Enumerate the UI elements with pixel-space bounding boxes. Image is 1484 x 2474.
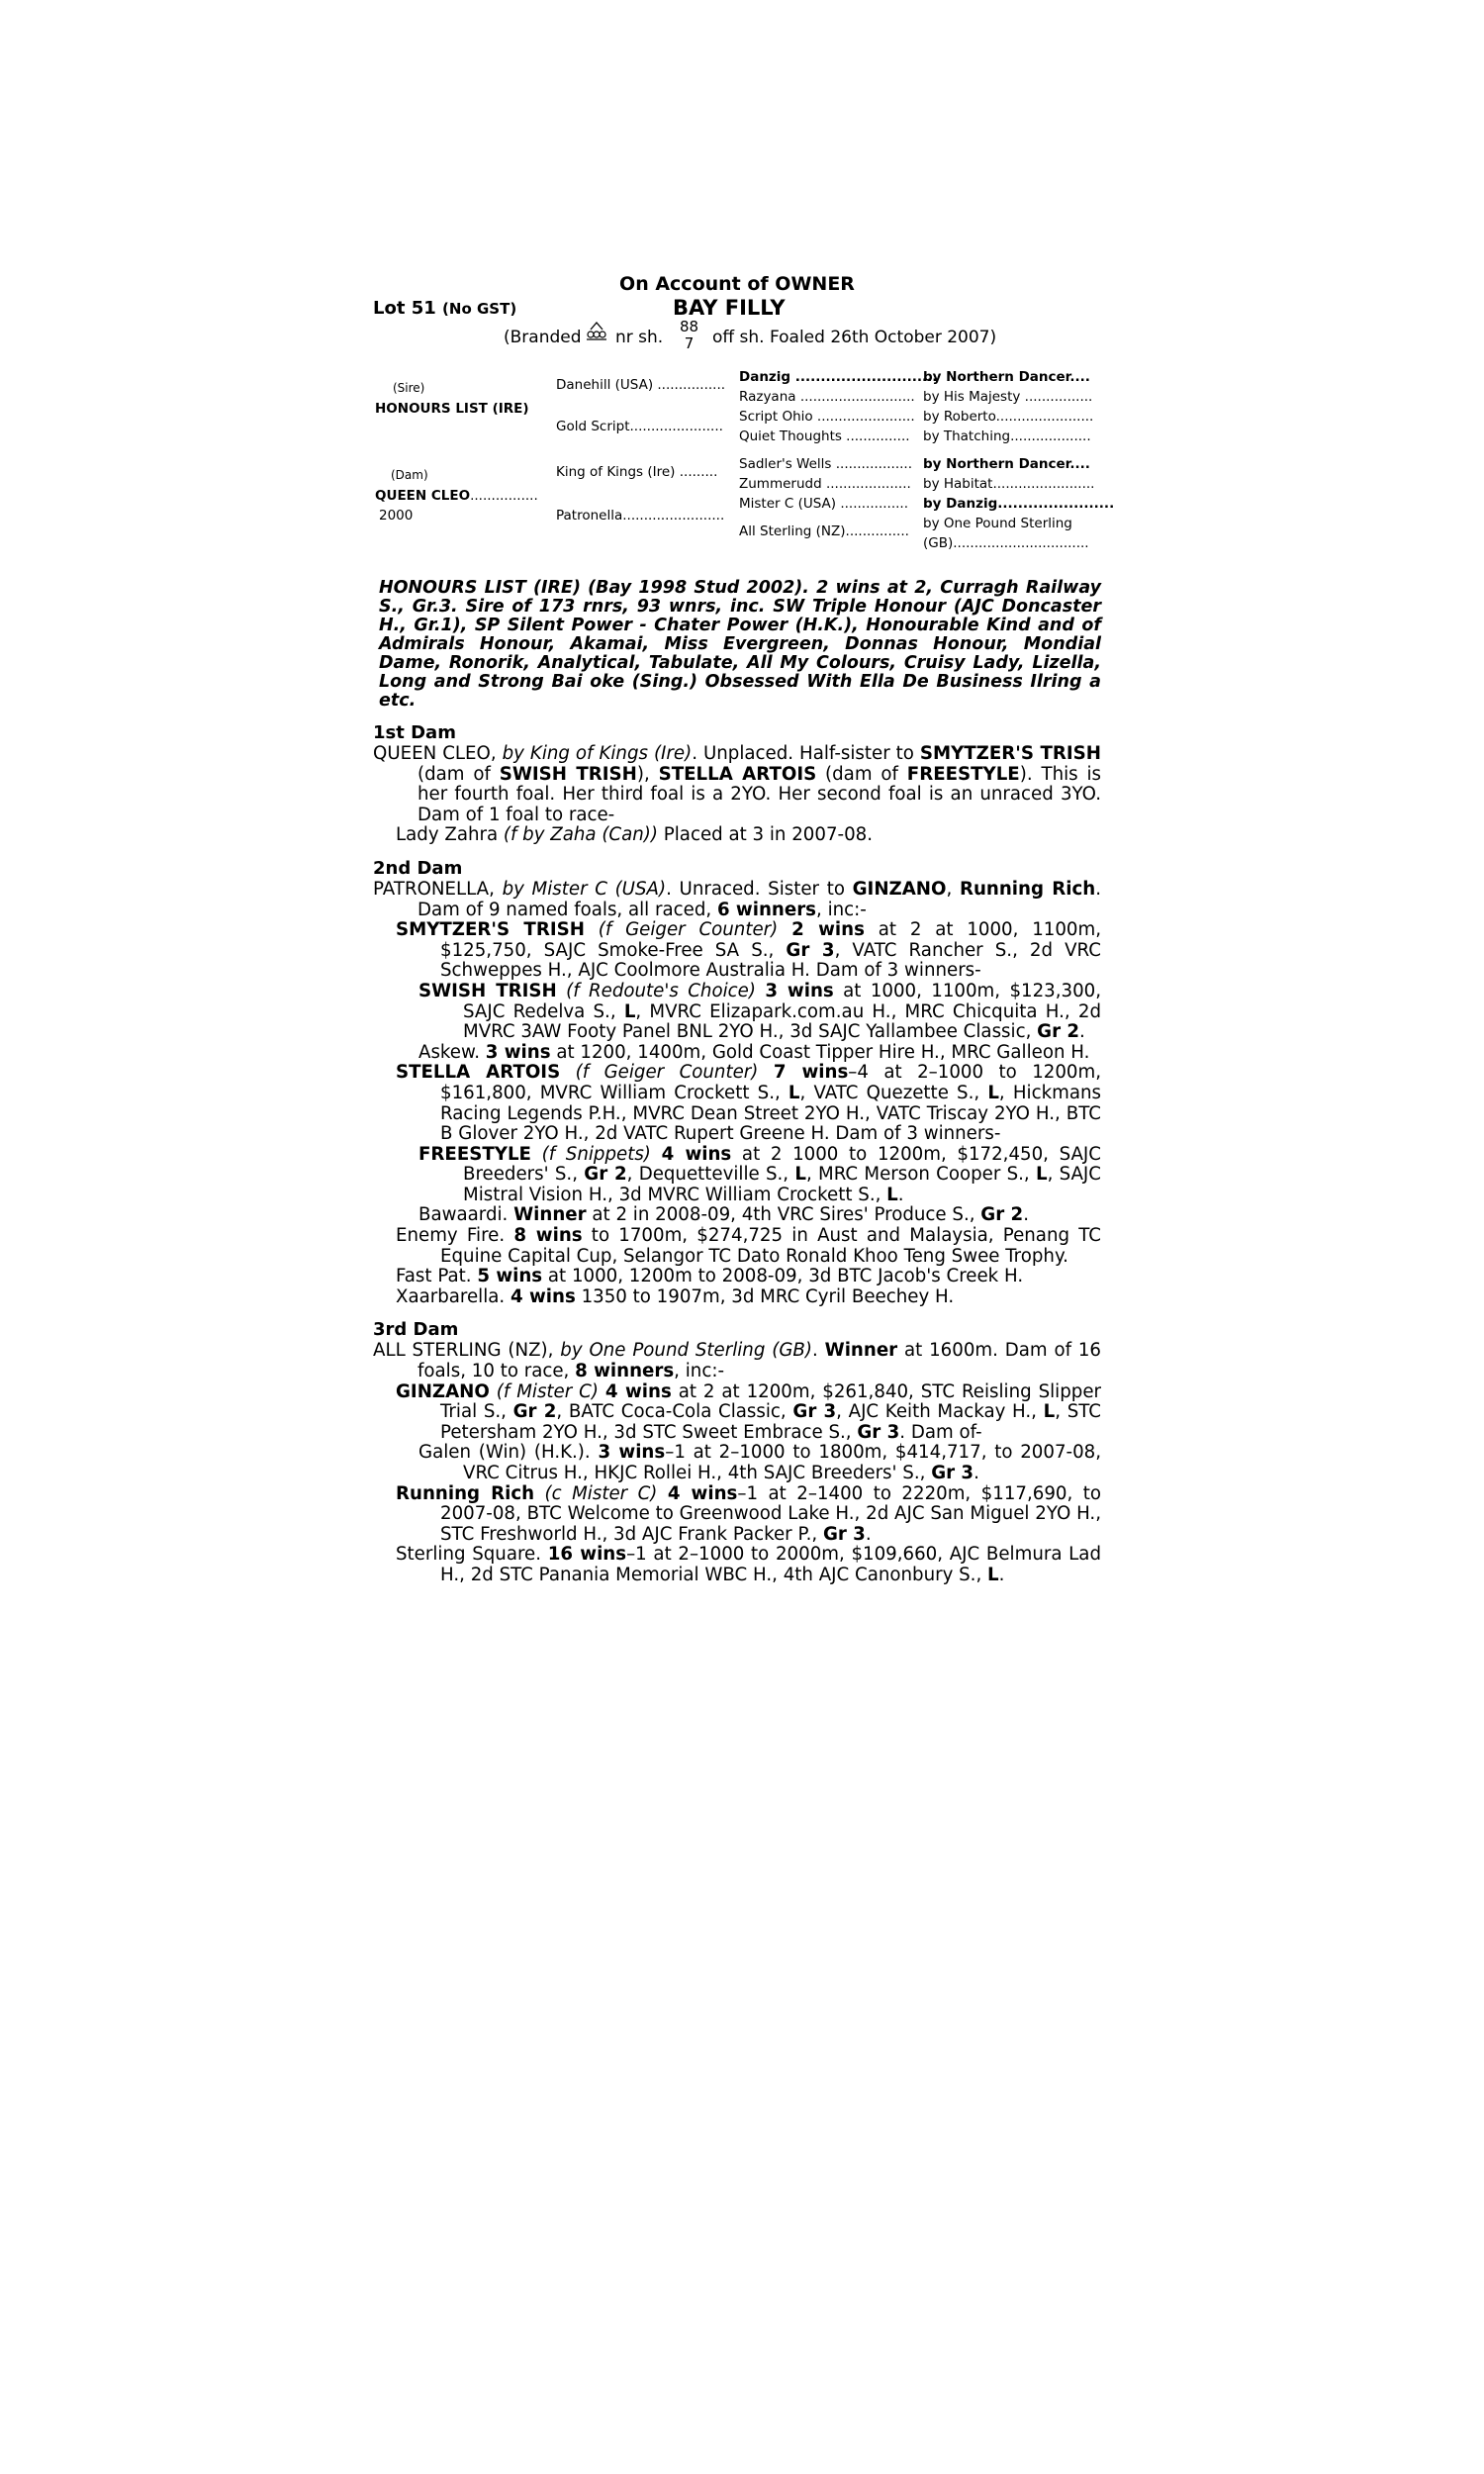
grade: L: [623, 1000, 636, 1022]
grade: Gr 3: [792, 1401, 837, 1423]
grade: L: [987, 1082, 999, 1103]
race-record: at 2 in 2008-09, 4th VRC Sires' Produce S.,: [586, 1204, 981, 1226]
race-record: at 2 1000 to 1200m, $172,450, SAJC Breeders' S.,: [463, 1143, 1101, 1186]
relative-name: GINZANO: [852, 878, 947, 900]
space: [490, 1381, 497, 1402]
pedigree-g3: by Northern Dancer....: [923, 456, 1090, 472]
pedigree-g2: Quiet Thoughts ...............: [739, 428, 910, 444]
pedigree-table: [373, 363, 1115, 569]
dam-text: ,: [946, 878, 960, 900]
wins: Winner: [824, 1340, 898, 1362]
dam-text: , inc:-: [674, 1361, 725, 1382]
pedigree-g2: Sadler's Wells ..................: [739, 456, 912, 472]
lot-number-text: Lot 51: [373, 298, 436, 319]
dam-text: at 1600m. Dam of 16 foals, 10 to race,: [417, 1340, 1101, 1382]
race-record: .: [1079, 1021, 1085, 1043]
third-dam-heading: 3rd Dam: [373, 1319, 459, 1341]
dam-leader: ................: [470, 488, 538, 504]
brand-suffix: off sh. Foaled 26th October 2007): [712, 328, 997, 347]
brand-numbers: [680, 319, 698, 352]
dam-text: . Unplaced. Half-sister to: [692, 743, 920, 764]
dam-name-row: [375, 488, 538, 504]
grade: Gr 3: [931, 1463, 974, 1483]
progeny-entry-bawaardi: [373, 1205, 1101, 1226]
relative-name: STELLA ARTOIS: [658, 763, 817, 785]
space: [585, 919, 599, 940]
pedigree-g3: by Roberto.......................: [923, 409, 1094, 425]
progeny-sire: (f Redoute's Choice): [566, 980, 756, 1001]
progeny-name: Askew.: [418, 1041, 486, 1063]
dam-text: (dam of: [417, 763, 500, 785]
progeny-entry-freestyle: [373, 1145, 1101, 1206]
race-record: , STC Petersham 2YO H., 3d STC Sweet Embrace S.,: [440, 1401, 1101, 1443]
progeny-name: Galen (Win) (H.K.).: [418, 1442, 599, 1464]
pedigree-g3: by Thatching...................: [923, 428, 1091, 444]
pedigree-g1: Patronella........................: [556, 508, 725, 523]
progeny-entry-galen: [373, 1443, 1101, 1483]
brand-line: [373, 318, 1101, 363]
progeny-entry-running-rich: [373, 1484, 1101, 1546]
second-dam-heading: 2nd Dam: [373, 857, 463, 879]
pedigree-g2: Script Ohio .......................: [739, 409, 915, 425]
race-record: –1 at 2–1000 to 1800m, $414,717, to 2007-08, VRC Citrus H., HKJC Rollei H., 4th SAJC Breeders' S.,: [463, 1442, 1102, 1483]
lot-line: [373, 296, 1101, 322]
space: [599, 1381, 605, 1402]
wins: 4 wins: [667, 1482, 738, 1504]
progeny-entry-enemy-fire: [373, 1226, 1101, 1267]
grade: L: [886, 1184, 898, 1205]
progeny-name: FREESTYLE: [418, 1143, 531, 1165]
space: [560, 1062, 575, 1083]
race-record: , AJC Keith Mackay H.,: [836, 1401, 1044, 1423]
space: [657, 1483, 667, 1504]
dam-text: . Dam of 9 named foals, all raced,: [417, 878, 1101, 920]
progeny-sire: (f Geiger Counter): [598, 919, 779, 941]
race-record: . Dam of-: [899, 1421, 982, 1443]
progeny-name: Running Rich: [396, 1482, 535, 1504]
dam-sire: by King of Kings (Ire): [502, 743, 693, 764]
progeny-entry-sterling-square: [373, 1545, 1101, 1585]
relative-name: SWISH TRISH: [499, 763, 637, 785]
pedigree-g3: by His Majesty ................: [923, 389, 1093, 405]
wins: Winner: [513, 1204, 587, 1226]
race-record: at 2 at 1000, 1100m, $125,750, SAJC Smoke-Free SA S.,: [440, 919, 1101, 961]
brand-number-bottom: 7: [684, 334, 695, 352]
pedigree-g3: by One Pound Sterling: [923, 516, 1072, 531]
grade: L: [788, 1082, 800, 1103]
dam-text: ). This is her fourth foal. Her third foal is a 2YO. Her second foal is an unraced 3YO. Dam of 1 foal to race-: [417, 763, 1101, 825]
grade: Gr 3: [786, 939, 835, 961]
progeny-entry-stella-artois: [373, 1063, 1101, 1144]
foal-record: Placed at 3 in 2007-08.: [658, 824, 874, 846]
race-record: .: [1023, 1204, 1029, 1226]
race-record: 1350 to 1907m, 3d MRC Cyril Beechey H.: [575, 1285, 955, 1307]
pedigree-g2: Razyana ...........................: [739, 389, 915, 405]
race-record: , Hickmans Racing Legends P.H., MVRC Dean Street 2YO H., VATC Triscay 2YO H., BTC B Glover 2YO H., 2d VATC Rupert Greene H. Dam of 3 winners-: [440, 1082, 1101, 1145]
space: [756, 981, 765, 1001]
progeny-entry-askew: [373, 1043, 1101, 1064]
brand-mark-icon: [585, 320, 608, 345]
grade: Gr 2: [1037, 1021, 1080, 1043]
progeny-name: Xaarbarella.: [396, 1285, 510, 1307]
space: [758, 1062, 773, 1083]
race-record: –1 at 2–1400 to 2220m, $117,690, to 2007-08, BTC Welcome to Greenwood Lake H., 2d AJC San Miguel 2YO H., STC Freshworld H., 3d AJC Frank Packer P.,: [440, 1482, 1101, 1545]
foal-name: Lady Zahra: [396, 824, 504, 846]
pedigree-g3: (GB)................................: [923, 535, 1089, 551]
dam-text: ),: [636, 763, 659, 785]
wins: 5 wins: [477, 1266, 543, 1287]
wins: 8 wins: [513, 1225, 583, 1247]
lot-number: [373, 298, 516, 319]
on-account-heading: On Account of OWNER: [619, 273, 855, 295]
race-record: .: [865, 1523, 872, 1545]
race-record: to 1700m, $274,725 in Aust and Malaysia, Penang TC Equine Capital Cup, Selangor TC Dato Ronald Khoo Teng Swee Trophy.: [440, 1225, 1101, 1267]
dam-sire: by Mister C (USA): [502, 878, 667, 900]
pedigree-g1: King of Kings (Ire) .........: [556, 464, 718, 480]
race-record: , Dequetteville S.,: [626, 1164, 795, 1186]
brand-number-top: 88: [680, 318, 699, 335]
progeny-entry-smytzers-trish: [373, 920, 1101, 982]
dam-year: 2000: [379, 508, 414, 523]
progeny-entry-ginzano: [373, 1382, 1101, 1444]
wins: 3 wins: [598, 1442, 666, 1464]
progeny-sire: (f Geiger Counter): [575, 1062, 759, 1084]
grade: L: [1043, 1401, 1056, 1423]
gst-note: (No GST): [442, 300, 517, 318]
race-record: at 1000, 1100m, $123,300, SAJC Redelva S.,: [463, 980, 1102, 1022]
dam-name: QUEEN CLEO: [375, 488, 471, 504]
race-record: , BATC Coca-Cola Classic,: [556, 1401, 793, 1423]
pedigree-g2: Zummerudd ....................: [739, 476, 911, 492]
progeny-name: STELLA ARTOIS: [396, 1062, 561, 1084]
brand-prefix: (Branded: [504, 328, 582, 347]
progeny-name: Bawaardi.: [418, 1204, 514, 1226]
sire-name: HONOURS LIST (IRE): [375, 401, 529, 417]
dam-text: PATRONELLA,: [373, 878, 503, 900]
progeny-name: Enemy Fire.: [396, 1225, 514, 1247]
progeny-entry-xaarbarella: [373, 1287, 1101, 1308]
wins: 3 wins: [765, 980, 834, 1001]
first-dam-heading: 1st Dam: [373, 722, 456, 743]
pedigree-g3: by Northern Dancer....: [923, 369, 1090, 385]
progeny-entry-swish-trish: [373, 982, 1101, 1043]
race-record: at 2 at 1200m, $261,840, STC Reisling Slipper Trial S.,: [440, 1380, 1101, 1423]
progeny-name: Fast Pat.: [396, 1266, 478, 1287]
first-dam-paragraph: [373, 744, 1101, 825]
progeny-name: GINZANO: [396, 1380, 490, 1402]
sire-summary: HONOURS LIST (IRE) (Bay 1998 Stud 2002). 2 wins at 2, Curragh Railway S., Gr.3. Sire of 173 rnrs, 93 wnrs, inc. SW Triple Honour (AJC Doncaster H., Gr.1), SP Silent Power - Chater Power (H.K.), Honourable Kind and of Admirals Honour, Akamai, Miss Evergreen, Donnas Honour, Mondial Dame, Ronorik, Analytical, Tabulate, All My Colours, Cruisy Lady, Lizella, Long and Strong Bai oke (Sing.) Obsessed With Ella De Business Ilring a etc.: [379, 578, 1101, 711]
grade: Gr 3: [822, 1523, 866, 1545]
dam-sire: by One Pound Sterling (GB): [560, 1340, 812, 1362]
dam-text: QUEEN CLEO,: [373, 743, 503, 764]
dam-text: . Unraced. Sister to: [666, 878, 853, 900]
wins: 4 wins: [510, 1285, 576, 1307]
wins: 4 wins: [661, 1143, 732, 1165]
race-record: .: [897, 1184, 904, 1205]
grade: Gr 2: [512, 1401, 557, 1423]
foal-sire: (f by Zaha (Can)): [503, 824, 658, 846]
relative-name: FREESTYLE: [906, 763, 1020, 785]
wins: 4 wins: [604, 1380, 672, 1402]
grade: Gr 3: [857, 1421, 900, 1443]
progeny-sire: (c Mister C): [544, 1482, 658, 1504]
space: [651, 1144, 662, 1165]
race-record: .: [998, 1564, 1005, 1585]
grade: Gr 2: [584, 1164, 627, 1186]
sire-label: (Sire): [393, 381, 425, 395]
space: [534, 1483, 544, 1504]
progeny-sire: (f Snippets): [541, 1143, 651, 1165]
foal-entry: [373, 825, 1101, 846]
race-record: at 1200, 1400m, Gold Coast Tipper Hire H., MRC Galleon H.: [550, 1041, 1090, 1063]
grade: L: [794, 1164, 806, 1186]
wins: 16 wins: [547, 1544, 627, 1566]
pedigree-g3: by Danzig.......................: [923, 496, 1115, 512]
pedigree-g2: All Sterling (NZ)...............: [739, 523, 909, 539]
pedigree-g1: Gold Script......................: [556, 419, 723, 434]
grade: L: [987, 1564, 999, 1585]
progeny-name: SWISH TRISH: [418, 980, 557, 1001]
space: [778, 919, 791, 940]
grade: Gr 2: [980, 1204, 1024, 1226]
winner-count: 6 winners: [716, 899, 816, 920]
race-record: –1 at 2–1000 to 2000m, $109,660, AJC Belmura Lad H., 2d STC Panania Memorial WBC H., 4th AJC Canonbury S.,: [440, 1544, 1101, 1585]
relative-name: SMYTZER'S TRISH: [919, 743, 1101, 764]
wins: 3 wins: [485, 1041, 551, 1063]
dam-text: .: [812, 1340, 825, 1362]
second-dam-paragraph: [373, 880, 1101, 920]
race-record: , SAJC Mistral Vision H., 3d MVRC William Crockett S.,: [463, 1164, 1101, 1205]
pedigree-g2: Mister C (USA) ................: [739, 496, 909, 512]
progeny-sire: (f Mister C): [496, 1380, 599, 1402]
progeny-name: SMYTZER'S TRISH: [396, 919, 585, 941]
race-record: .: [974, 1463, 979, 1483]
brand-nr: nr sh.: [615, 328, 664, 347]
third-dam-paragraph: [373, 1341, 1101, 1381]
grade: L: [1035, 1164, 1048, 1186]
race-record: , VATC Quezette S.,: [799, 1082, 988, 1103]
race-record: , VATC Rancher S., 2d VRC Schweppes H., AJC Coolmore Australia H. Dam of 3 winners-: [440, 939, 1101, 982]
pedigree-g1: Danehill (USA) ................: [556, 377, 726, 393]
winner-count: 8 winners: [575, 1361, 675, 1382]
relative-name: Running Rich: [959, 878, 1096, 900]
dam-text: (dam of: [816, 763, 907, 785]
wins: 7 wins: [773, 1062, 849, 1084]
progeny-name: Sterling Square.: [396, 1544, 548, 1566]
pedigree-g2: Danzig ............................: [739, 369, 938, 385]
race-record: at 1000, 1200m to 2008-09, 3d BTC Jacob's Creek H.: [542, 1266, 1024, 1287]
race-record: , MRC Merson Cooper S.,: [805, 1164, 1036, 1186]
race-record: –4 at 2–1000 to 1200m, $161,800, MVRC William Crockett S.,: [440, 1062, 1101, 1103]
wins: 2 wins: [791, 919, 865, 941]
space: [557, 981, 566, 1001]
horse-description: BAY FILLY: [673, 296, 786, 320]
race-record: , MVRC Elizapark.com.au H., MRC Chicquita H., 2d MVRC 3AW Footy Panel BNL 2YO H., 3d SAJC Yallambee Classic,: [463, 1000, 1101, 1043]
dam-label: (Dam): [391, 468, 428, 482]
dam-text: ALL STERLING (NZ),: [373, 1340, 561, 1362]
dam-text: , inc:-: [816, 899, 867, 920]
progeny-entry-fast-pat: [373, 1267, 1101, 1287]
pedigree-g3: by Habitat........................: [923, 476, 1095, 492]
catalogue-page: [373, 272, 1115, 1586]
space: [531, 1144, 542, 1165]
